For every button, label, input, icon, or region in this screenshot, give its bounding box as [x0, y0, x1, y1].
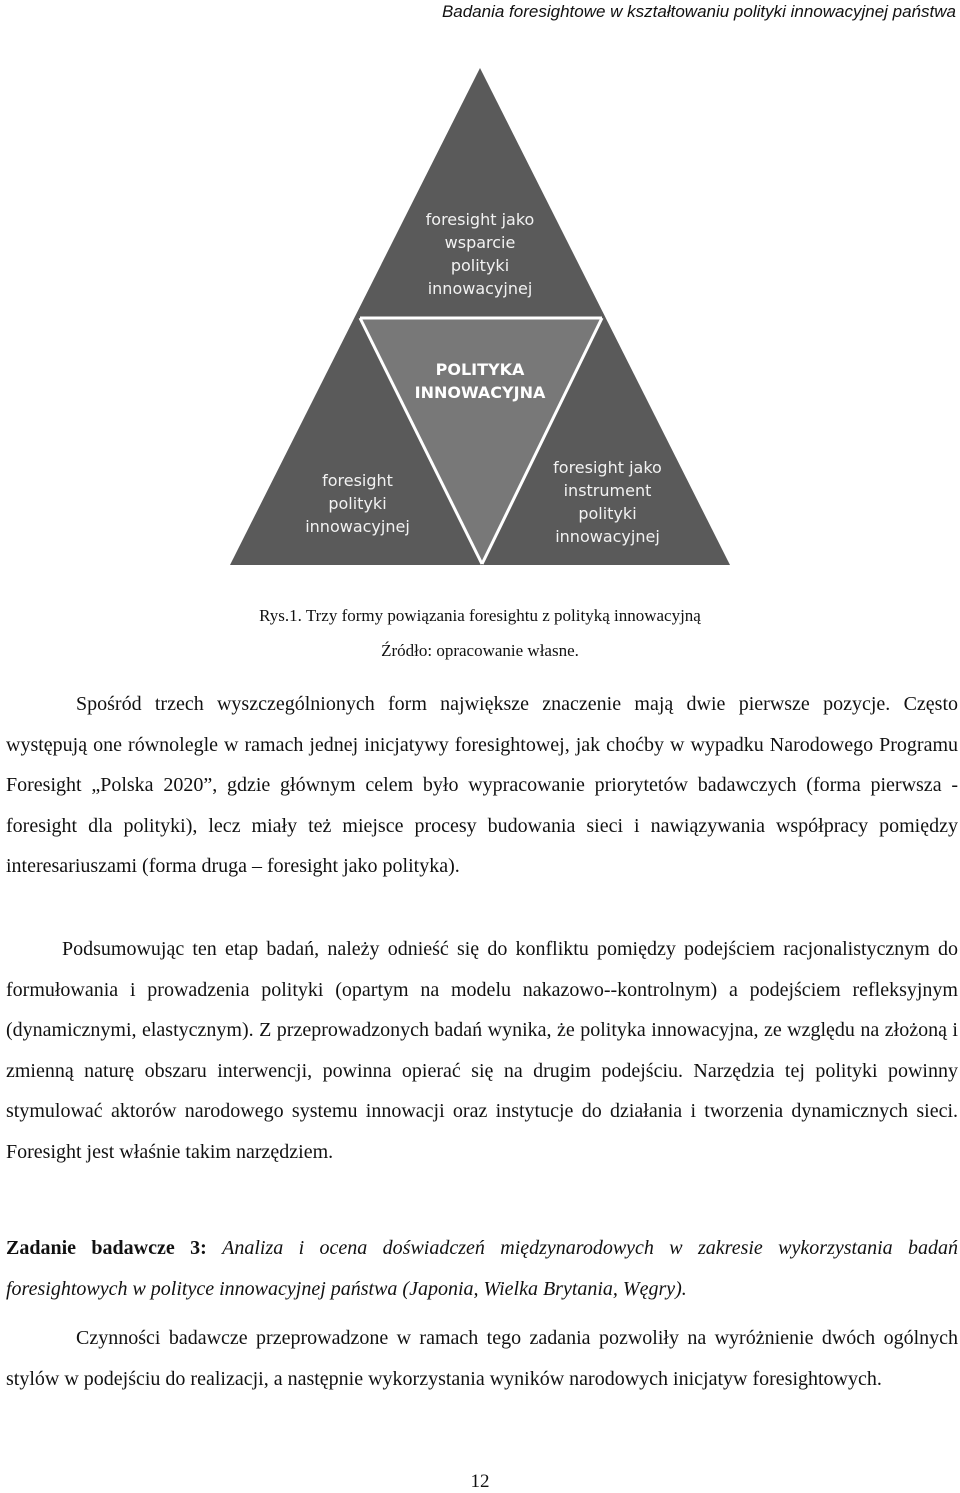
research-task-3: [6, 1228, 958, 1309]
page-number: 12: [470, 1471, 490, 1492]
diagram-label-top: foresight jako wsparcie polityki innowacyjnej: [425, 210, 535, 298]
figure-caption: Rys.1. Trzy formy powiązania foresightu z polityką innowacyjną: [259, 606, 701, 625]
paragraph-2: Podsumowując ten etap badań, należy odnieść się do konfliktu pomiędzy podejściem racjonalistycznym do formułowania i prowadzenia polityki (opartym na modelu nakazowo--kontrolnym) a podejściem refleksyjnym (dynamicznymi, elastycznym). Z przeprowadzonych badań wynika, że polityka innowacyjna, ze względu na złożoną i zmienną naturę obszaru interwencji, powinna opierać się na drugim podejściu. Narzędzia tej polityki powinny stymulować aktorów narodowego systemu innowacji oraz instytucje do działania i tworzenia dynamicznych sieci. Foresight jest właśnie takim narzędziem.: [6, 938, 958, 1163]
task-title: Zadanie badawcze 3:: [6, 1237, 207, 1259]
paragraph-1: Spośród trzech wyszczególnionych form największe znaczenie mają dwie pierwsze pozycje. Często występują one równolegle w ramach jednej inicjatywy foresightowej, jak choćby w wypadku Narodowego Programu Foresight „Polska 2020”, gdzie głównym celem było wypracowanie priorytetów badawczych (forma pierwsza - foresight dla polityki), lecz miały też miejsce procesy budowania sieci i nawiązywania współpracy pomiędzy interesariuszami (forma druga – foresight jako polityka).: [6, 693, 958, 877]
figure-source: Źródło: opracowanie własne.: [381, 641, 579, 660]
diagram-label-right: foresight jako instrument polityki innowacyjnej: [553, 458, 662, 546]
running-header: Badania foresightowe w kształtowaniu polityki innowacyjnej państwa: [441, 2, 956, 21]
diagram-label-left: foresight polityki innowacyjnej: [305, 471, 410, 536]
task-description: Analiza i ocena doświadczeń międzynarodowych w zakresie wykorzystania badań foresightowych w polityce innowacyjnej państwa (Japonia, Wielka Brytania, Węgry).: [6, 1237, 958, 1300]
paragraph-3: Czynności badawcze przeprowadzone w ramach tego zadania pozwoliły na wyróżnienie dwóch ogólnych stylów w podejściu do realizacji, a następnie wykorzystania wyników narodowych inicjatyw foresightowych.: [6, 1327, 958, 1390]
triangle-diagram: [230, 68, 730, 574]
diagram-label-center: POLITYKA INNOWACYJNA: [414, 360, 546, 402]
